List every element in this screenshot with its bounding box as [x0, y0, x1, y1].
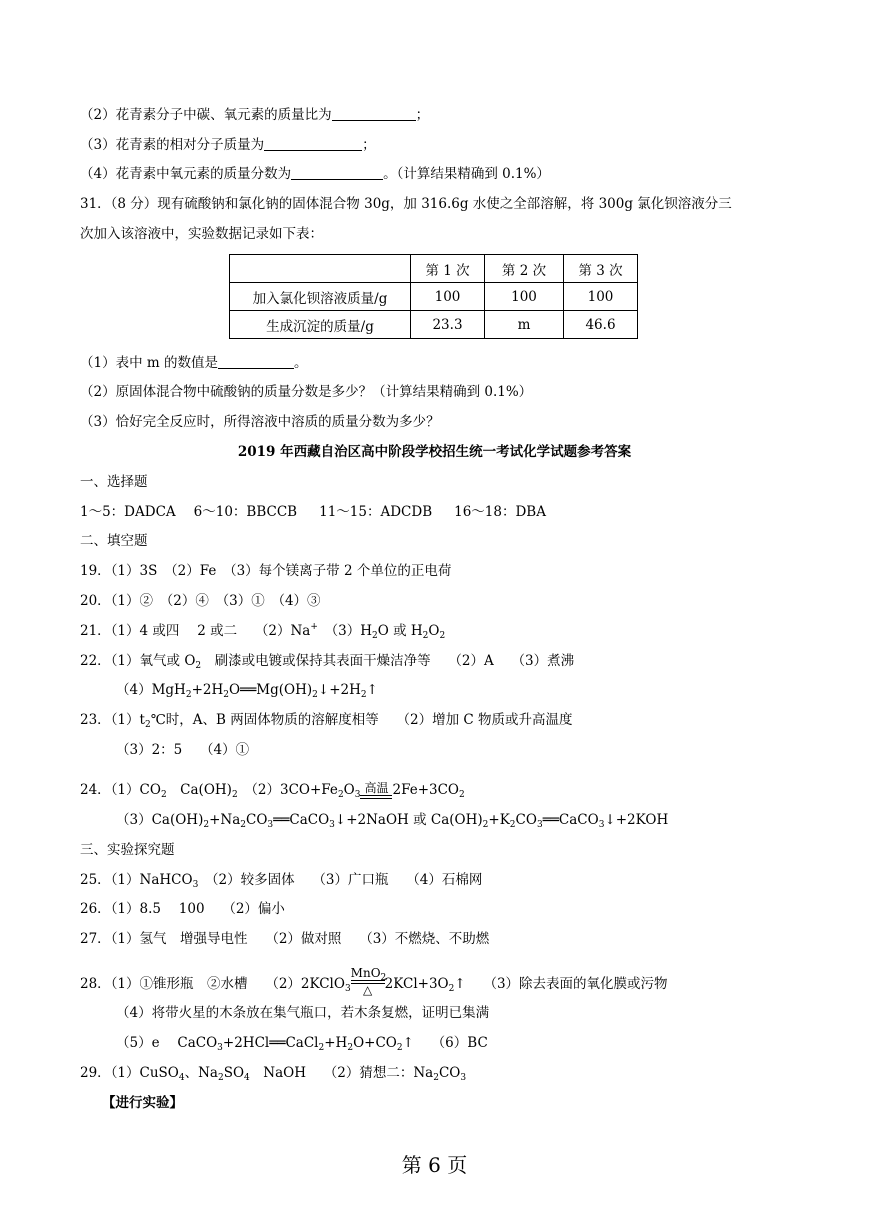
answer-27: 27．（1）氢气 增强导电性 （2）做对照 （3）不燃烧、不助燃 [80, 931, 490, 947]
q31-part2: （2）原固体混合物中硫酸钠的质量分数是多少？（计算结果精确到 0.1%） [80, 384, 533, 400]
q30-part3: （3）花青素的相对分子质量为 ； [80, 137, 376, 153]
table-header-row [230, 255, 638, 283]
table-cell: 100 [485, 283, 564, 311]
page-number: 第 6 页 [401, 1153, 468, 1177]
table-cell: 生成沉淀的质量/g [230, 311, 411, 339]
reaction-condition: MnO$_2$ △ [350, 966, 387, 997]
table-row [230, 283, 638, 311]
answer-blank [291, 165, 383, 180]
experiment-data-table [229, 254, 638, 339]
table-row [230, 311, 638, 339]
answer-blank [218, 354, 294, 369]
answer-24-line2: $(3)Ca(OH)_2+Na_2CO_3══CaCO_3↓+2NaOH$ 或 $Ca(OH)_2+K_2CO_3══CaCO_3↓+2KOH$ [116, 812, 669, 830]
answer-25: 25．（1）NaHCO$_3$ （2）较多固体 （3）广口瓶 （4）石棉网 [80, 872, 483, 890]
answer-24-line1: 24．$(1)CO_2$ $Ca(OH)_2$ $(2)3CO+Fe_2O_3$ 高温 $2Fe+3CO_2$ [80, 781, 465, 800]
reaction-condition: 高温 [360, 782, 392, 799]
answer-28-line2: （4）将带火星的木条放在集气瓶口，若木条复燃，证明已集满 [116, 1005, 490, 1021]
q30-part4: （4）花青素中氧元素的质量分数为 。（计算结果精确到 0.1%） [80, 166, 550, 182]
answer-28-line1: 28．（1）①锥形瓶 ②水槽 （2）2KClO$_3$ MnO$_2$ △ $2KCl+3O_2↑$ （3）除去表面的氧化膜或污物 [80, 966, 668, 997]
table-cell: m [485, 311, 564, 339]
table-cell: 加入氯化钡溶液质量/g [230, 283, 411, 311]
answer-21: 21．（1）4 或四 2 或二 （2）Na+ $(3)H_2O$ 或 $H_2O_2$ [80, 622, 446, 641]
q31-intro-line2: 次加入该溶液中，实验数据记录如下表： [80, 226, 323, 242]
answer-22-line1: 22．（1）氧气或 $O_2$ 刷漆或电镀或保持其表面干燥洁净等 （2）A （3）煮沸 [80, 653, 575, 671]
section-heading: 二、填空题 [80, 533, 148, 549]
table-header-cell: 第 1 次 [411, 255, 485, 283]
section-heading: 三、实验探究题 [80, 842, 175, 858]
experiment-label: 【进行实验】 [102, 1095, 183, 1111]
answer-23-line2: （3）2：5 （4）① [116, 742, 250, 758]
q31-part3: （3）恰好完全反应时，所得溶液中溶质的质量分数为多少？ [80, 414, 440, 430]
answer-29: 29．（1）CuSO$_4$、$Na_2SO_4$ NaOH （2）猜想二：$Na_2CO_3$ [80, 1065, 467, 1083]
table-header-cell: 第 3 次 [564, 255, 638, 283]
heating-symbol: △ [363, 983, 373, 997]
table-header-cell [230, 255, 411, 283]
answer-28-line3: （5）e $CaCO_3+2HCl══CaCl_2+H_2O+CO_2↑$ （6）BC [116, 1035, 488, 1053]
answer-key-title: 2019 年西藏自治区高中阶段学校招生统一考试化学试题参考答案 [237, 444, 632, 460]
table-cell: 100 [411, 283, 485, 311]
q31-part1: （1）表中 m 的数值是 。 [80, 355, 308, 371]
table-header-cell: 第 2 次 [485, 255, 564, 283]
answer-20: 20．（1）② （2）④ （3）① （4）③ [80, 593, 321, 609]
table-cell: 46.6 [564, 311, 638, 339]
answer-22-line2: $(4)MgH_2+2H_2O══Mg(OH)_2↓+2H_2↑$ [116, 682, 378, 700]
answer-blank [264, 136, 362, 151]
section-heading: 一、选择题 [80, 474, 148, 490]
answer-19: 19．（1）3S （2）Fe （3）每个镁离子带 2 个单位的正电荷 [80, 563, 452, 579]
q30-part2: （2）花青素分子中碳、氧元素的质量比为 ； [80, 107, 430, 123]
answer-blank [332, 106, 416, 121]
q31-intro-line1: 31．（8 分）现有硫酸钠和氯化钠的固体混合物 30g，加 316.6g 水使之全部溶解，将 300g 氯化钡溶液分三 [80, 196, 732, 212]
equals-sign [360, 795, 392, 799]
table-cell: 23.3 [411, 311, 485, 339]
table-cell: 100 [564, 283, 638, 311]
choice-answers: 1～5：DADCA 6～10：BBCCB 11～15：ADCDB 16～18：DBA [80, 504, 546, 520]
answer-23-line1: 23．$(1)t_2℃$时，A、B 两固体物质的溶解度相等 （2）增加 C 物质或升高温度 [80, 712, 573, 730]
answer-26: 26．（1）8.5 100 （2）偏小 [80, 901, 285, 917]
